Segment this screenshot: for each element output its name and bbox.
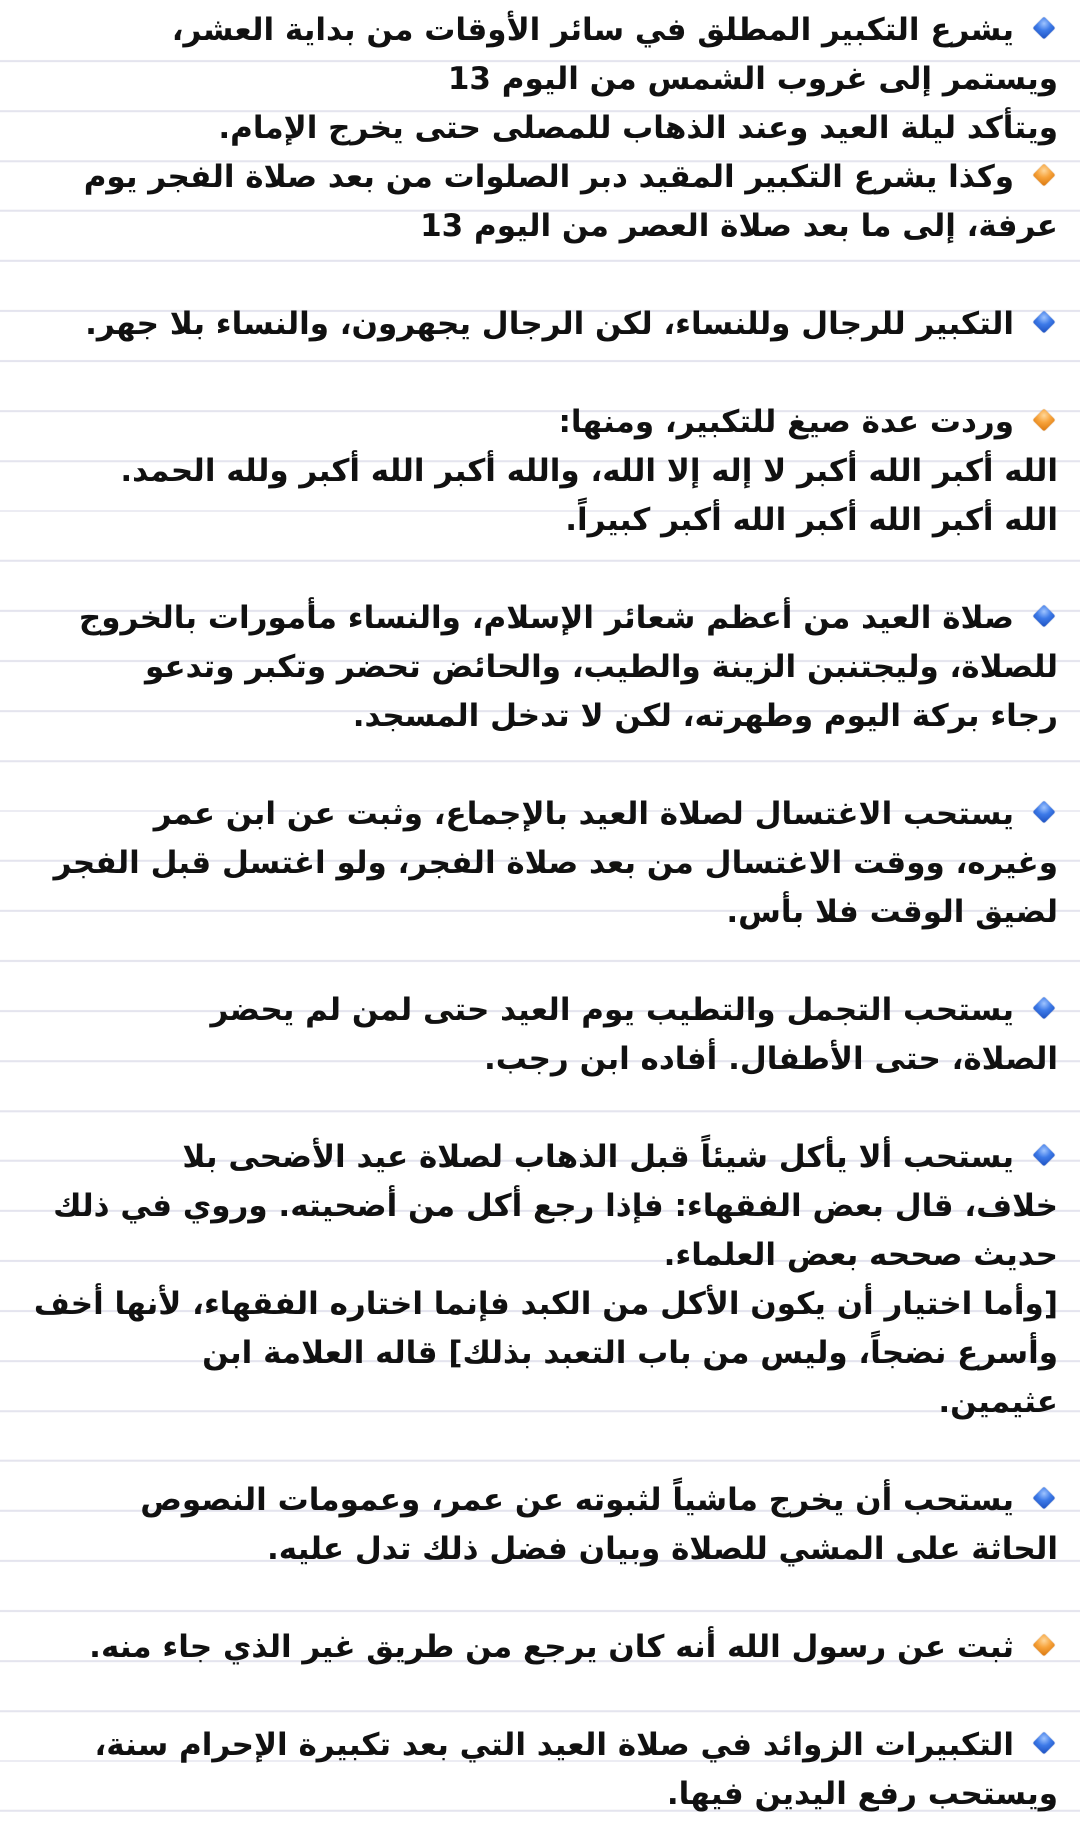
text-line [22,1231,1058,1280]
list-item [22,594,1058,741]
text-line [22,1525,1058,1574]
line-text: يستحب ألا يأكل شيئاً قبل الذهاب لصلاة عيد الأضحى بلا [182,1139,1014,1175]
text-line [22,153,1058,202]
list-item [22,398,1058,545]
line-text: الله أكبر الله أكبر الله أكبر كبيراً. [565,502,1058,538]
blue-diamond-bullet-icon [1033,1486,1056,1509]
line-text: عرفة، إلى ما بعد صلاة العصر من اليوم 13 [420,208,1058,244]
text-line [22,202,1058,251]
blue-diamond-bullet-icon [1033,1143,1056,1166]
text-line [22,6,1058,55]
list-item [22,1721,1058,1819]
text-line [22,447,1058,496]
line-text: ويستمر إلى غروب الشمس من اليوم 13 [447,61,1058,97]
line-text: وردت عدة صيغ للتكبير، ومنها: [558,404,1014,440]
line-text: التكبير للرجال وللنساء، لكن الرجال يجهرون، والنساء بلا جهر. [85,306,1014,342]
text-line [22,1035,1058,1084]
text-line [22,1770,1058,1819]
line-text: وأسرع نضجاً، وليس من باب التعبد بذلك] قاله العلامة ابن [202,1335,1058,1371]
text-line [22,1721,1058,1770]
document-body [22,6,1058,1819]
blue-diamond-bullet-icon [1033,16,1056,39]
line-text: الله أكبر الله أكبر لا إله إلا الله، والله أكبر الله أكبر ولله الحمد. [120,453,1058,489]
list-item [22,1133,1058,1427]
line-text: ويستحب رفع اليدين فيها. [666,1776,1058,1812]
text-line [22,1182,1058,1231]
list-item [22,153,1058,251]
line-text: يشرع التكبير المطلق في سائر الأوقات من بداية العشر، [171,12,1014,48]
text-line [22,1280,1058,1329]
text-line [22,986,1058,1035]
orange-diamond-bullet-icon [1033,1633,1056,1656]
list-item [22,986,1058,1084]
blue-diamond-bullet-icon [1033,604,1056,627]
text-line [22,888,1058,937]
text-line [22,300,1058,349]
line-text: الحاثة على المشي للصلاة وبيان فضل ذلك تدل عليه. [267,1531,1058,1567]
line-text: الصلاة، حتى الأطفال. أفاده ابن رجب. [484,1041,1058,1077]
line-text: خلاف، قال بعض الفقهاء: فإذا رجع أكل من أضحيته. وروي في ذلك [53,1188,1058,1224]
text-line [22,55,1058,104]
line-text: عثيمين. [938,1384,1058,1420]
list-item [22,1476,1058,1574]
line-text: لضيق الوقت فلا بأس. [726,894,1058,930]
text-line [22,1623,1058,1672]
text-line [22,790,1058,839]
line-text: يستحب الاغتسال لصلاة العيد بالإجماع، وثبت عن ابن عمر [153,796,1014,832]
text-line [22,104,1058,153]
text-line [22,1133,1058,1182]
text-line [22,839,1058,888]
text-line [22,594,1058,643]
blue-diamond-bullet-icon [1033,1731,1056,1754]
blue-diamond-bullet-icon [1033,996,1056,1019]
line-text: حديث صححه بعض العلماء. [663,1237,1058,1273]
list-item [22,1623,1058,1672]
line-text: التكبيرات الزوائد في صلاة العيد التي بعد تكبيرة الإحرام سنة، [94,1727,1014,1763]
line-text: [وأما اختيار أن يكون الأكل من الكبد فإنما اختاره الفقهاء، لأنها أخف [33,1286,1058,1322]
line-text: يستحب التجمل والتطيب يوم العيد حتى لمن لم يحضر [210,992,1014,1028]
blue-diamond-bullet-icon [1033,800,1056,823]
text-line [22,692,1058,741]
text-line [22,496,1058,545]
line-text: رجاء بركة اليوم وطهرته، لكن لا تدخل المسجد. [352,698,1058,734]
line-text: يستحب أن يخرج ماشياً لثبوته عن عمر، وعمومات النصوص [140,1482,1014,1518]
line-text: للصلاة، وليجتنبن الزينة والطيب، والحائض تحضر وتكبر وتدعو [145,649,1058,685]
orange-diamond-bullet-icon [1033,163,1056,186]
list-item [22,790,1058,937]
text-line [22,643,1058,692]
line-text: ثبت عن رسول الله أنه كان يرجع من طريق غير الذي جاء منه. [89,1629,1014,1665]
list-item [22,300,1058,349]
list-item [22,6,1058,153]
text-line [22,1378,1058,1427]
orange-diamond-bullet-icon [1033,408,1056,431]
text-line [22,1329,1058,1378]
text-line [22,398,1058,447]
blue-diamond-bullet-icon [1033,310,1056,333]
line-text: وغيره، ووقت الاغتسال من بعد صلاة الفجر، ولو اغتسل قبل الفجر [53,845,1058,881]
text-line [22,1476,1058,1525]
line-text: صلاة العيد من أعظم شعائر الإسلام، والنساء مأمورات بالخروج [78,600,1014,636]
line-text: وكذا يشرع التكبير المقيد دبر الصلوات من بعد صلاة الفجر يوم [83,159,1014,195]
line-text: ويتأكد ليلة العيد وعند الذهاب للمصلى حتى يخرج الإمام. [218,110,1058,146]
